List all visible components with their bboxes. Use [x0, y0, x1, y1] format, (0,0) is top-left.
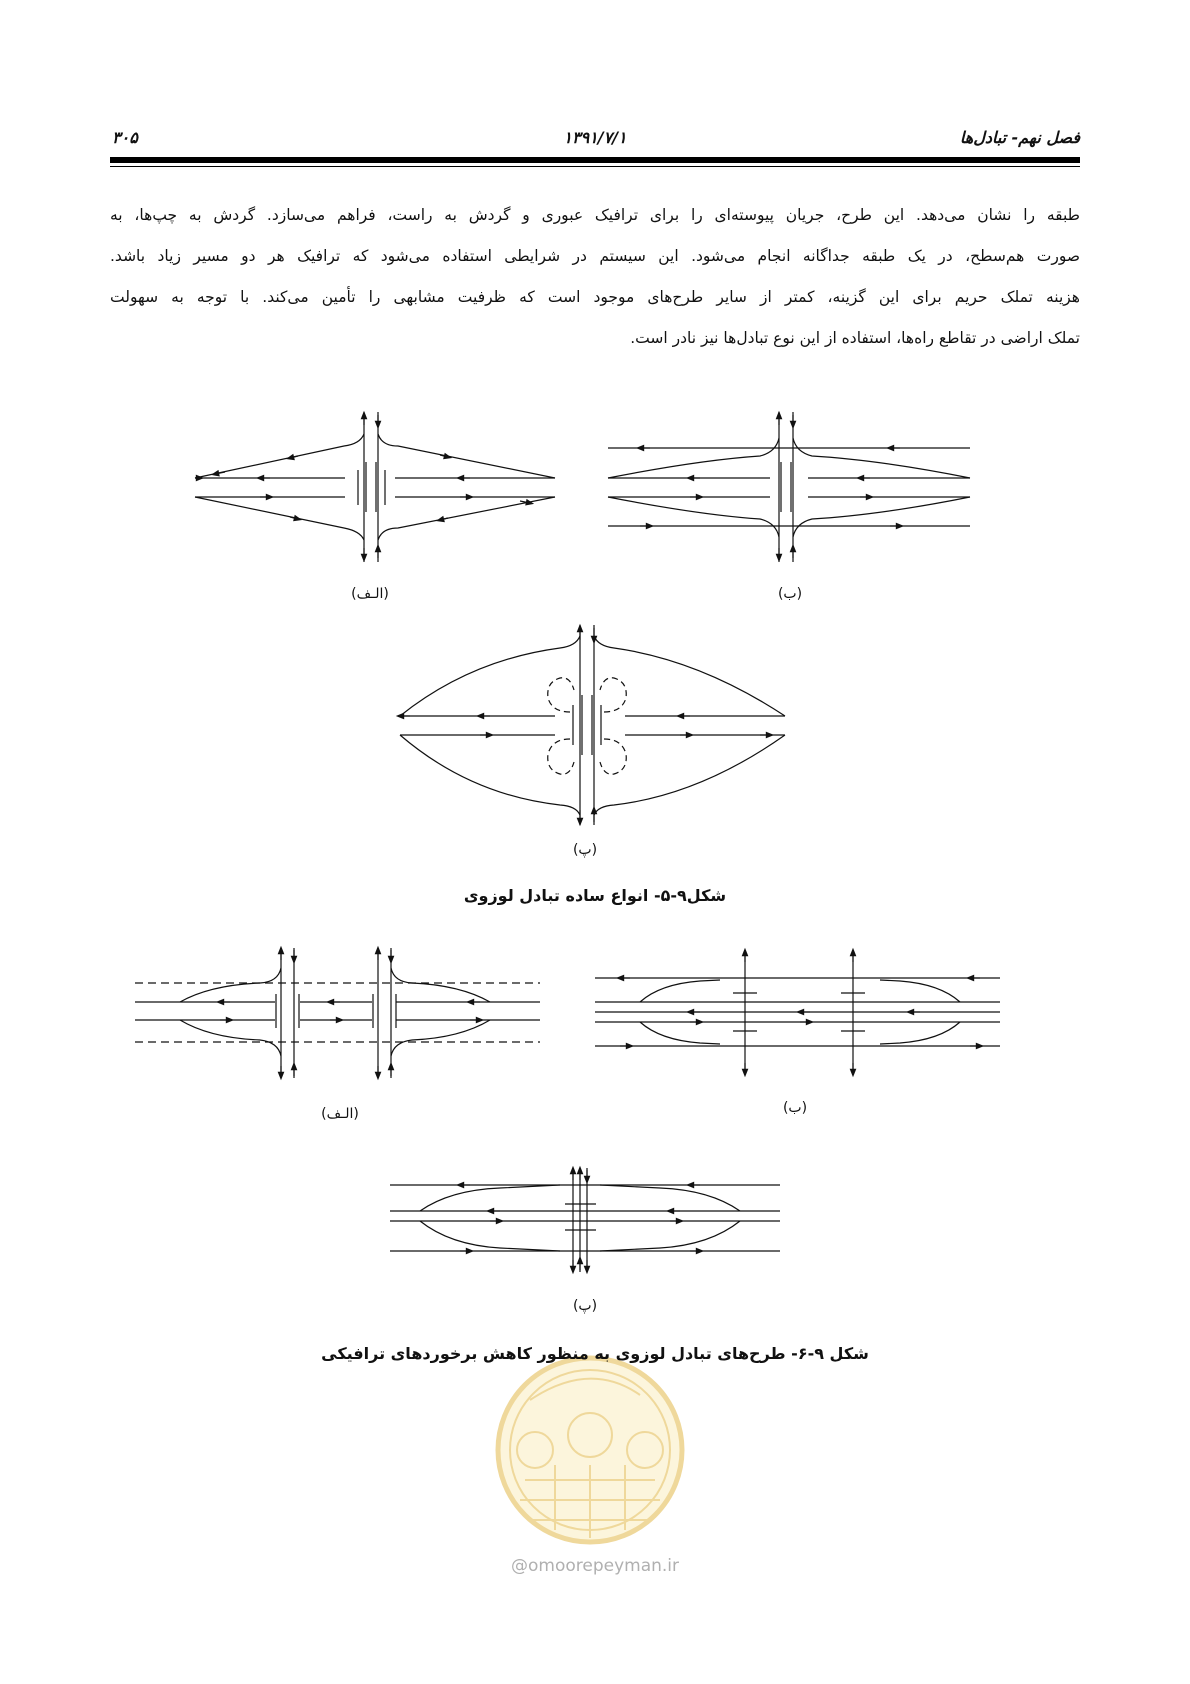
watermark-site: @omoorepeyman.ir [510, 1556, 680, 1576]
diagram-9-6-c [390, 1168, 780, 1272]
chapter-title: فصل نهم- تبادل‌ها [959, 128, 1080, 147]
page-number: ۳۰۵ [112, 128, 138, 147]
diagram-9-6-b [595, 950, 1000, 1075]
figure-9-5-title: شکل۹-۵- انواع ساده تبادل لوزوی [463, 886, 727, 905]
caption-9-6-b: (ب) [782, 1100, 808, 1116]
body-line-1: طبقه را نشان می‌دهد. این طرح، جریان پیوسته‌ای را برای ترافیک عبوری و گردش به راست، فراهم می‌سازد. گردش به چپ‌ها، به [110, 206, 1080, 224]
caption-9-5-a: (الـف) [351, 586, 389, 602]
caption-9-5-b: (ب) [777, 586, 803, 602]
diagram-9-5-a [195, 412, 555, 562]
body-line-3: هزینه تملک حریم برای این گزینه، کمتر از سایر طرح‌های موجود است که ظرفیت مشابهی را تأمین می‌کند. با توجه به سهولت [110, 288, 1080, 306]
caption-9-6-c: (پ) [572, 1298, 598, 1314]
body-line-2: صورت هم‌سطح، در یک طبقه جداگانه انجام می‌شود. این سیستم در شرایطی استفاده می‌شود که ترافیک هر دو مسیر زیاد باشد. [110, 247, 1080, 265]
header-date: ۱۳۹۱/۷/۱ [563, 128, 627, 147]
body-line-4: تملک اراضی در تقاطع راه‌ها، استفاده از این نوع تبادل‌ها نیز نادر است. [630, 329, 1080, 347]
watermark-logo [498, 1358, 682, 1542]
diagram-9-6-a [135, 948, 540, 1078]
diagram-9-5-b [608, 412, 970, 562]
diagram-9-5-c [400, 625, 785, 825]
figure-9-6-title: شکل ۹-۶- طرح‌های تبادل لوزوی به منظور کاهش برخوردهای ترافیکی [321, 1344, 869, 1363]
caption-9-5-c: (پ) [572, 842, 598, 858]
caption-9-6-a: (الـف) [321, 1106, 359, 1122]
